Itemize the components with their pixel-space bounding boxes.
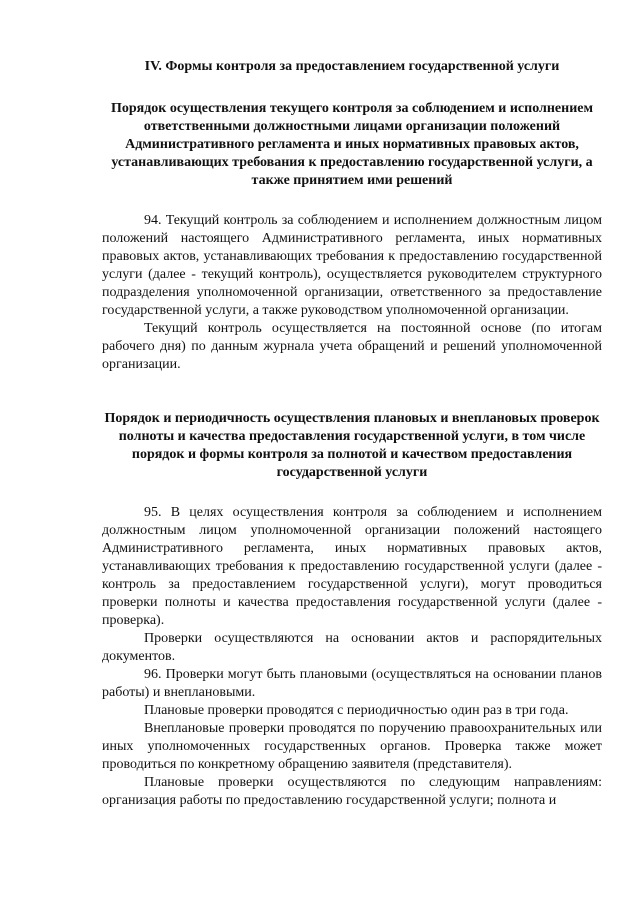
paragraph-planned-directions: Плановые проверки осуществляются по следующим направлениям: организация работы по предоставлению государственной услуги; полнота и xyxy=(102,775,602,808)
paragraph-current-control-basis: Текущий контроль осуществляется на постоянной основе (по итогам рабочего дня) по данным журнала учета обращений и решений уполномоченной организации. xyxy=(102,321,602,372)
document-page xyxy=(102,58,602,810)
paragraph-inspections-basis: Проверки осуществляются на основании актов и распорядительных документов. xyxy=(102,631,602,664)
paragraph-95: 95. В целях осуществления контроля за соблюдением и исполнением должностным лицом уполномоченной организации положений настоящего Административного регламента, иных нормативных правовых актов, устанавливающих требования к предоставлению государственной услуги (далее - контроль за предоставлением государственной услуги), могут проводиться проверки полноты и качества предоставления государственной услуги (далее - проверка). xyxy=(102,505,602,628)
paragraph-94: 94. Текущий контроль за соблюдением и исполнением должностным лицом положений настоящего Административного регламента, иных нормативных правовых актов, устанавливающих требования к предоставлению государственной услуги (далее - текущий контроль), осуществляется руководителем структурного подразделения уполномоченной организации, ответственного за предоставление государственной услуги, а также руководством уполномоченной организации. xyxy=(102,213,602,318)
section-title: IV. Формы контроля за предоставлением государственной услуги xyxy=(144,59,560,74)
paragraph-96: 96. Проверки могут быть плановыми (осуществляться на основании планов работы) и внеплановыми. xyxy=(102,667,602,700)
subheading-current-control: Порядок осуществления текущего контроля за соблюдением и исполнением ответственными должностными лицами организации положений Административного регламента и иных нормативных правовых актов, устанавливающих требования к предоставлению государственной услуги, а также принятием ими решений xyxy=(110,101,594,188)
paragraph-planned-frequency: Плановые проверки проводятся с периодичностью один раз в три года. xyxy=(144,703,569,718)
paragraph-unplanned-inspections: Внеплановые проверки проводятся по поручению правоохранительных или иных уполномоченных государственных органов. Проверка также может проводиться по конкретному обращению заявителя (представителя). xyxy=(102,721,602,772)
subheading-inspections: Порядок и периодичность осуществления плановых и внеплановых проверок полноты и качества предоставления государственной услуги, в том числе порядок и формы контроля за полнотой и качеством предоставления государственной услуги xyxy=(104,411,600,480)
